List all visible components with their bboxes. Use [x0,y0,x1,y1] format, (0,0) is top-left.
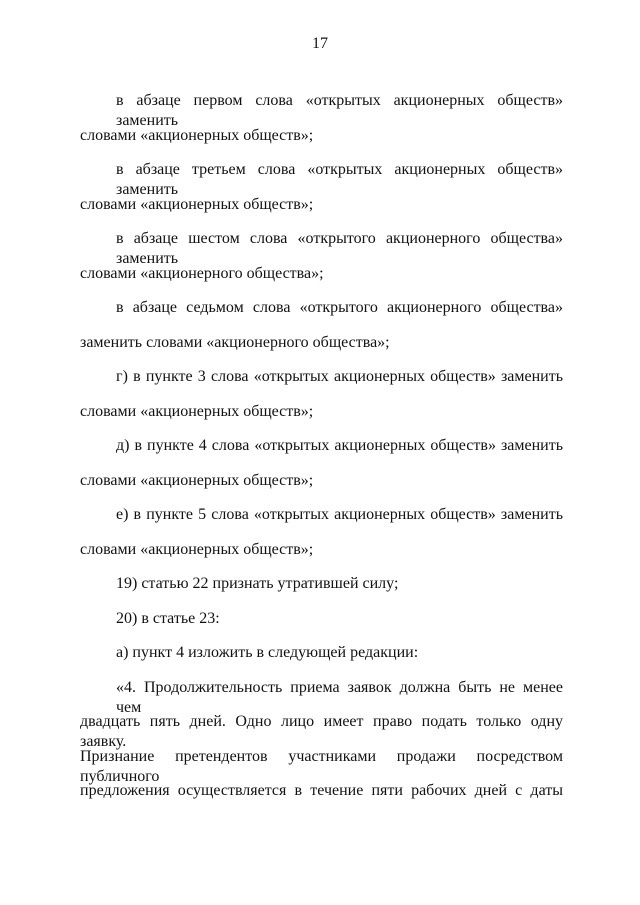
text-line: словами «акционерных обществ»; [80,541,314,558]
text-line: словами «акционерных обществ»; [80,127,314,144]
text-line: г) в пункте 3 слова «открытых акционерных обществ» заменить [116,368,563,385]
text-line: заменить словами «акционерного общества»; [80,334,390,351]
text-line: словами «акционерных обществ»; [80,472,314,489]
text-line: 20) в статье 23: [116,610,220,627]
text-line: словами «акционерного общества»; [80,265,324,282]
text-line: предложения осуществляется в течение пяти рабочих дней с даты [80,782,563,799]
text-line: е) в пункте 5 слова «открытых акционерных обществ» заменить [116,506,563,523]
text-line: двадцать пять дней. Одно лицо имеет право подать только одну заявку. [80,713,563,750]
text-line: словами «акционерных обществ»; [80,403,314,420]
text-line: «4. Продолжительность приема заявок должна быть не менее чем [116,679,563,716]
text-line: Признание претендентов участниками продажи посредством публичного [80,748,563,785]
text-line: словами «акционерных обществ»; [80,196,314,213]
text-line: а) пункт 4 изложить в следующей редакции: [116,644,419,661]
page-number: 17 [312,35,328,52]
text-line: 19) статью 22 признать утратившей силу; [116,575,399,592]
text-line: в абзаце шестом слова «открытого акционерного общества» заменить [116,230,563,267]
text-line: в абзаце третьем слова «открытых акционерных обществ» заменить [116,161,563,198]
text-line: в абзаце седьмом слова «открытого акционерного общества» [116,299,563,316]
text-line: д) в пункте 4 слова «открытых акционерных обществ» заменить [116,437,563,454]
text-line: в абзаце первом слова «открытых акционерных обществ» заменить [116,92,563,129]
